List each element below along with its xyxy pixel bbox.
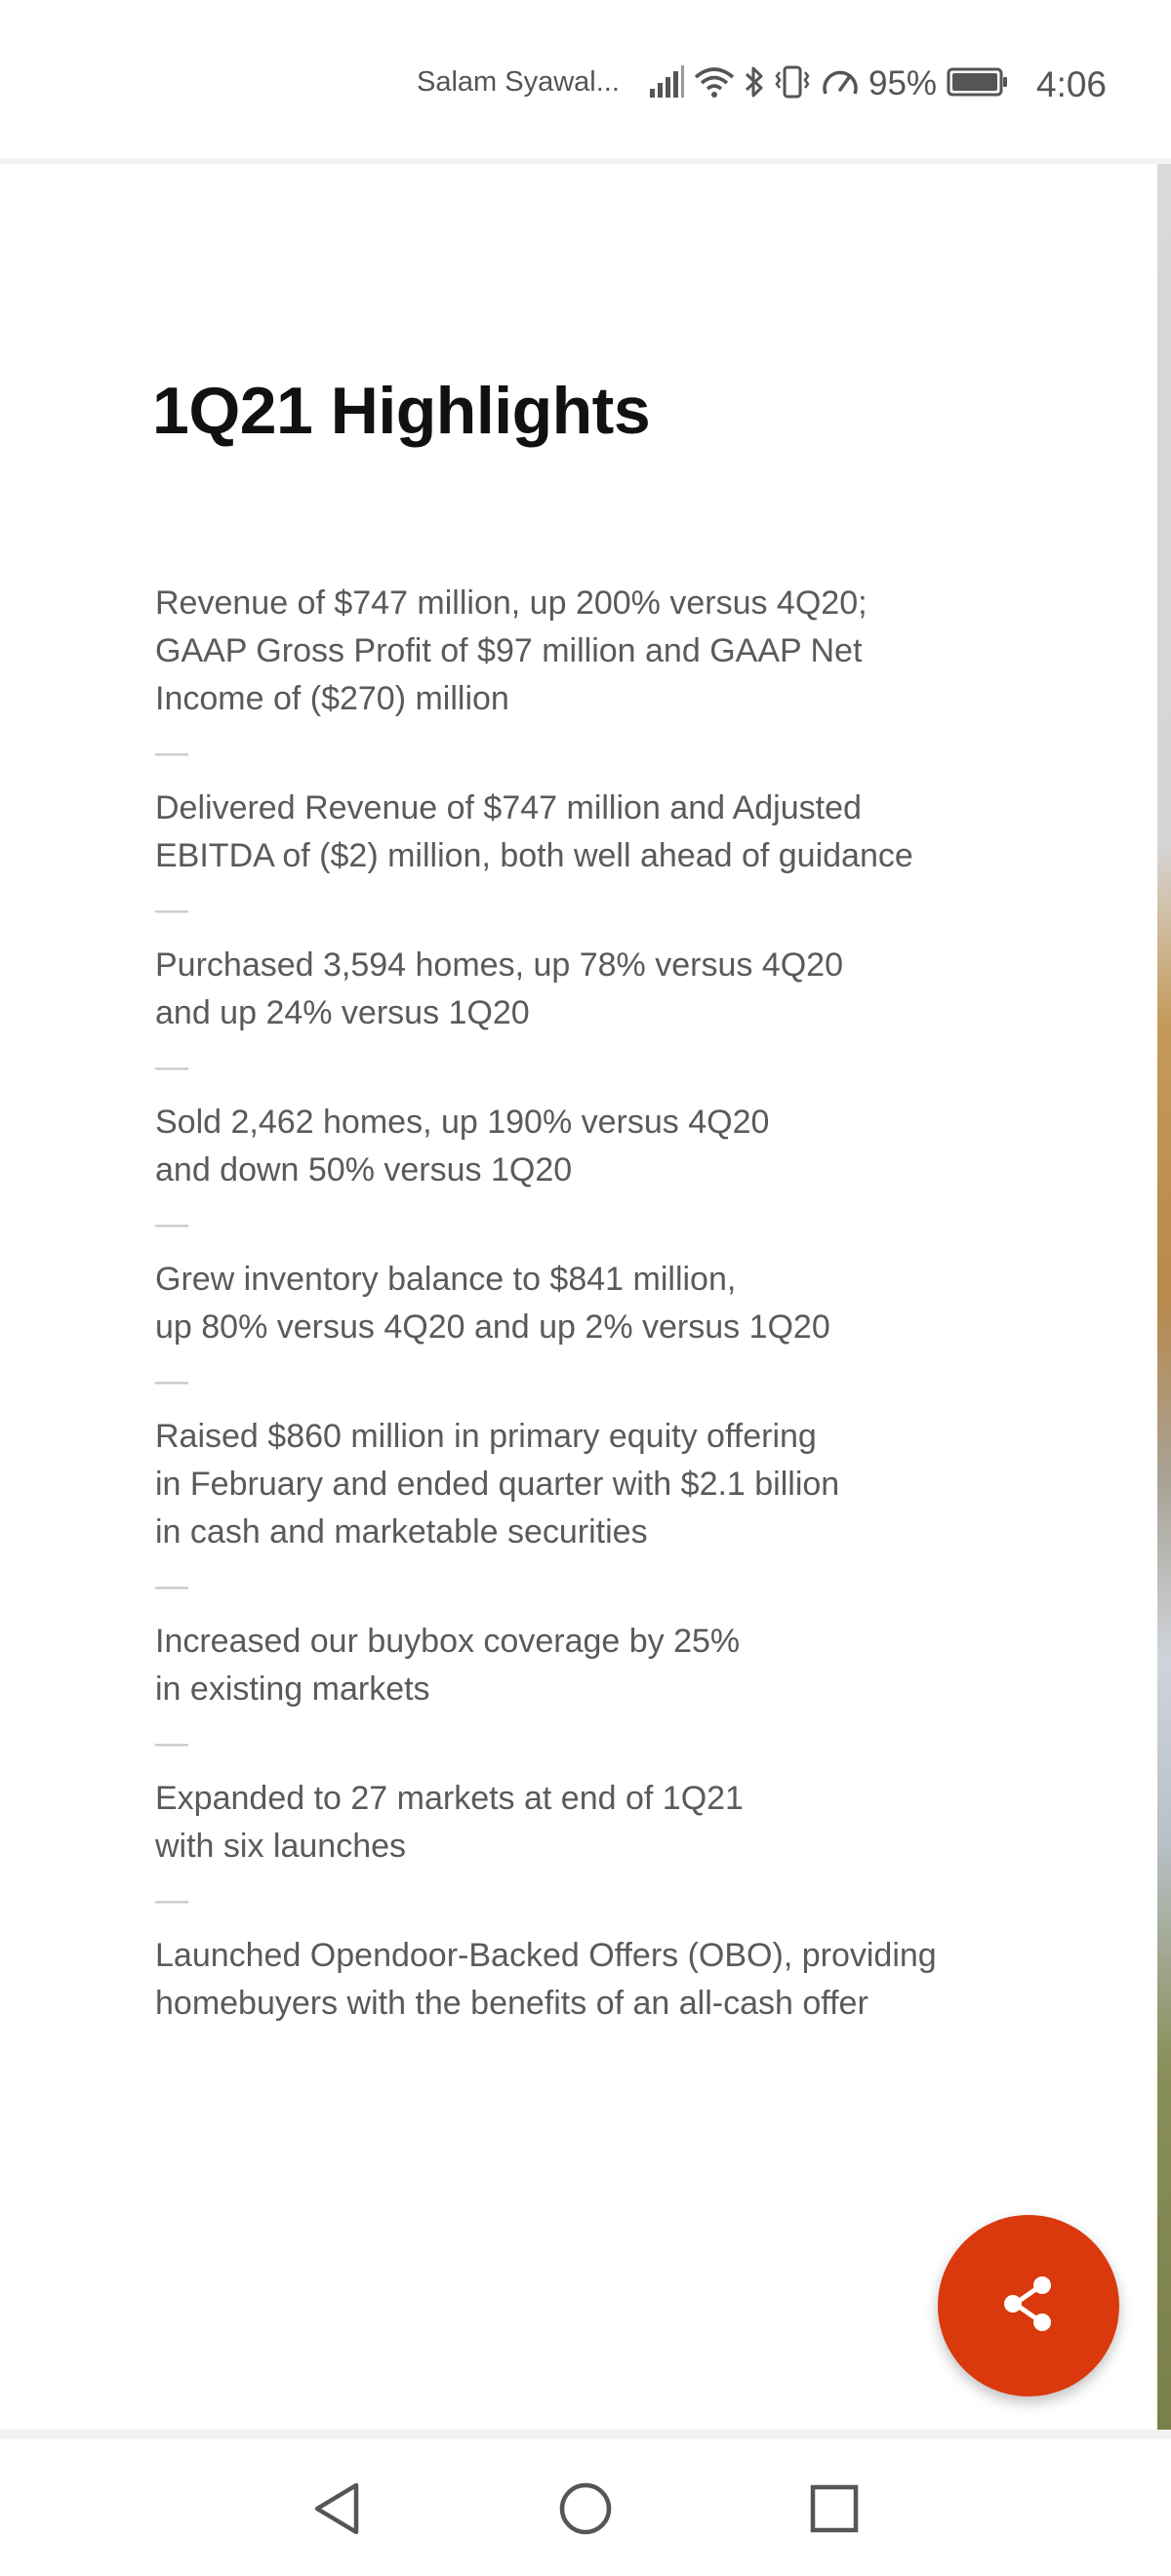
signal-icon [648, 65, 685, 103]
recents-button[interactable] [800, 2476, 868, 2545]
highlights-list [155, 580, 1033, 2028]
highlight-item: Purchased 3,594 homes, up 78% versus 4Q20 and up 24% versus 1Q20 [155, 946, 843, 1031]
separator: — [155, 891, 188, 928]
highlight-item: Grew inventory balance to $841 million, up 80% versus 4Q20 and up 2% versus 1Q20 [155, 1261, 830, 1346]
navigation-bar [0, 2439, 1171, 2576]
separator: — [155, 1724, 188, 1761]
status-icons [648, 62, 1017, 105]
vibrate-icon [773, 64, 812, 104]
highlight-item: Revenue of $747 million, up 200% versus 4Q20; GAAP Gross Profit of $97 million and GAAP Net Income of ($270) million [155, 584, 868, 717]
status-bar [0, 0, 1171, 158]
bluetooth-icon [744, 64, 765, 104]
carrier-name: Salam Syawal... [417, 66, 620, 98]
separator: — [155, 1205, 188, 1242]
battery-percent: 95% [868, 64, 938, 102]
separator: — [155, 734, 188, 771]
highlight-item: Increased our buybox coverage by 25% in existing markets [155, 1623, 741, 1708]
home-button[interactable] [551, 2476, 620, 2545]
home-icon [556, 2479, 615, 2543]
separator: — [155, 1881, 188, 1918]
background-photo-edge [1157, 164, 1171, 2430]
highlight-item: Launched Opendoor-Backed Offers (OBO), providing homebuyers with the benefits of an all-cash offer [155, 1937, 937, 2022]
highlight-item: Raised $860 million in primary equity offering in February and ended quarter with $2.1 billion in cash and marketable securities [155, 1418, 840, 1550]
separator: — [155, 1362, 188, 1399]
back-button[interactable] [303, 2476, 371, 2545]
speed-icon [820, 64, 861, 104]
battery-icon [947, 66, 1009, 102]
separator: — [155, 1048, 188, 1085]
clock: 4:06 [1036, 64, 1108, 104]
share-icon [997, 2273, 1060, 2340]
share-button[interactable] [938, 2215, 1119, 2396]
highlight-item: Delivered Revenue of $747 million and Adjusted EBITDA of ($2) million, both well ahead of guidance [155, 789, 913, 874]
back-icon [309, 2479, 364, 2543]
highlight-item: Expanded to 27 markets at end of 1Q21 with six launches [155, 1780, 744, 1865]
recents-icon [807, 2481, 862, 2541]
highlight-item: Sold 2,462 homes, up 190% versus 4Q20 and down 50% versus 1Q20 [155, 1104, 770, 1188]
wifi-icon [693, 65, 736, 103]
page-title: 1Q21 Highlights [152, 374, 651, 448]
separator: — [155, 1567, 188, 1604]
